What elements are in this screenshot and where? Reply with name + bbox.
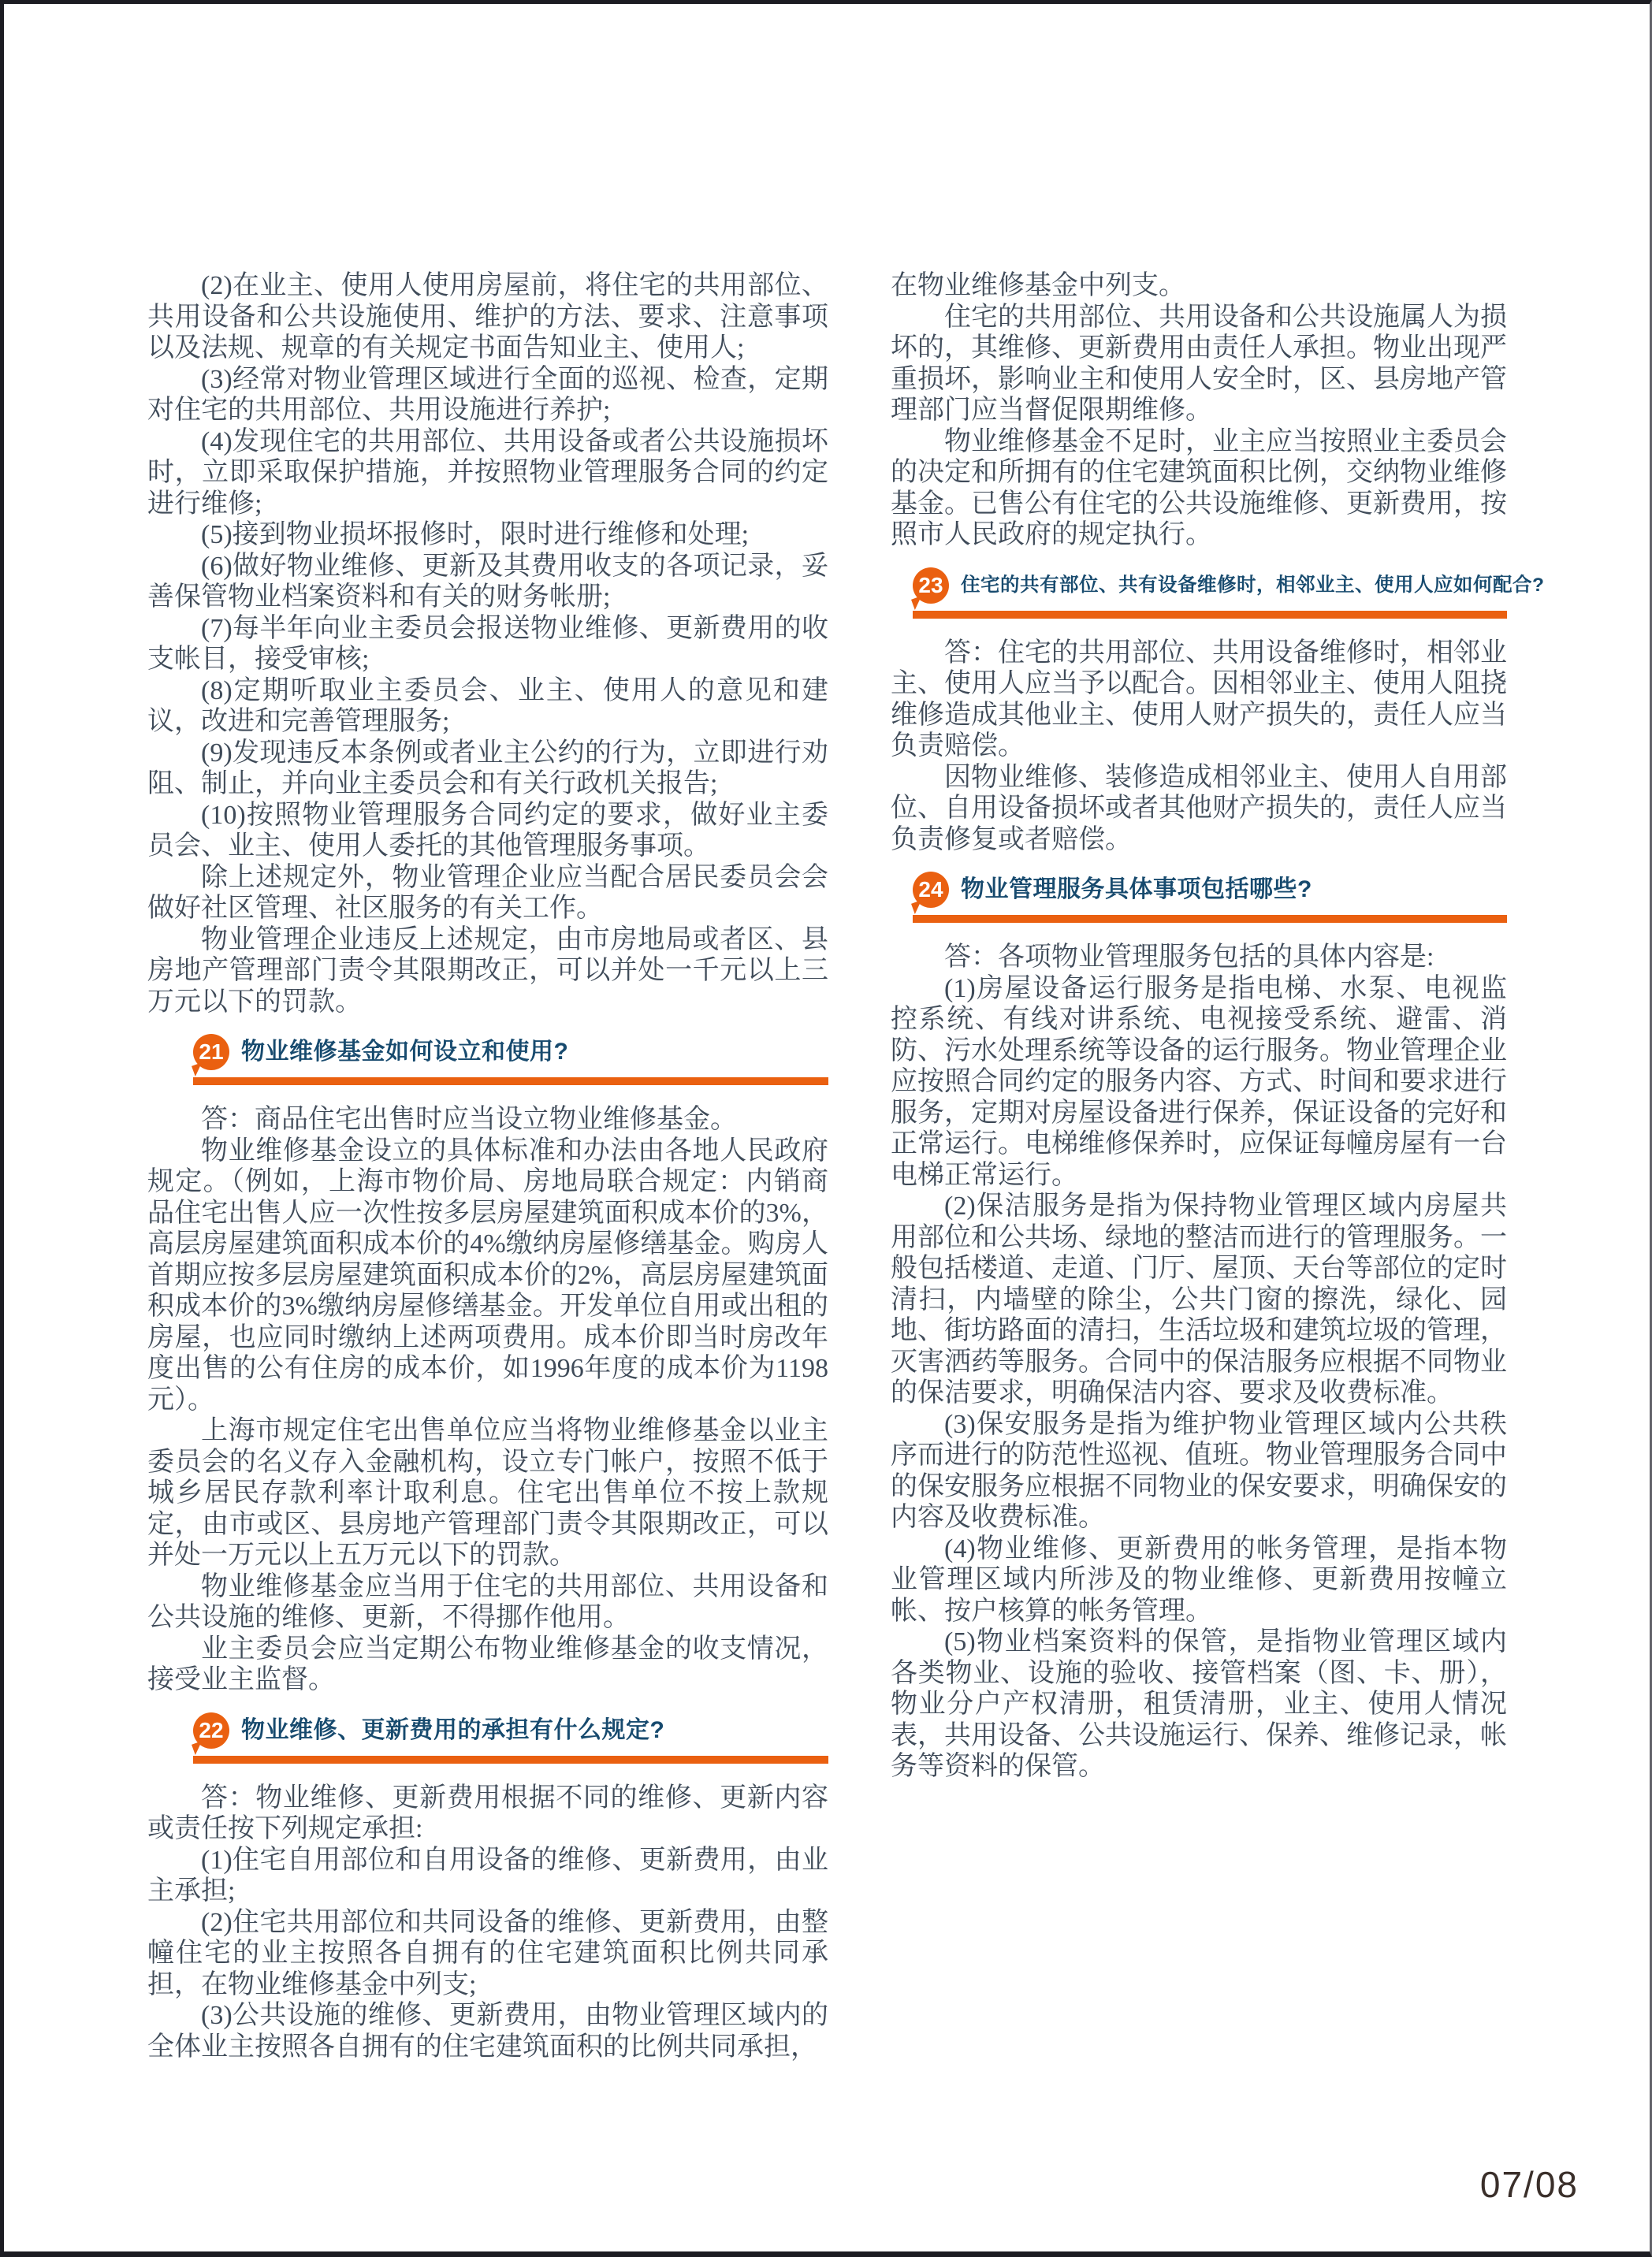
paragraph: (7)每半年向业主委员会报送物业维修、更新费用的收支帐目，接受审核;	[147, 613, 828, 674]
paragraph: (2)住宅共用部位和共同设备的维修、更新费用，由整幢住宅的业主按照各自拥有的住宅建筑面积比例共同承担，在物业维修基金中列支;	[147, 1907, 828, 1999]
question-underline	[193, 1077, 828, 1085]
question-header-row	[193, 1033, 828, 1071]
paragraph: (3)保安服务是指为维护物业管理区域内公共秩序而进行的防范性巡视、值班。物业管理服务合同中的保安服务应根据不同物业的保安要求，明确保安的内容及收费标准。	[891, 1409, 1507, 1532]
paragraph: 因物业维修、装修造成相邻业主、使用人自用部位、自用设备损坏或者其他财产损失的，责任人应当负责修复或者赔偿。	[891, 762, 1507, 854]
question-header	[913, 567, 1545, 619]
question-number: 23	[918, 572, 943, 597]
paragraph: (9)发现违反本条例或者业主公约的行为，立即进行劝阻、制止，并向业主委员会和有关行政机关报告;	[147, 738, 828, 798]
question-header	[193, 1033, 828, 1085]
question-header-row	[913, 871, 1507, 909]
paragraph: (10)按照物业管理服务合同约定的要求，做好业主委员会、业主、使用人委托的其他管理服务事项。	[147, 800, 828, 861]
question-number-badge	[913, 872, 949, 908]
question-underline	[913, 611, 1507, 619]
question-underline	[913, 915, 1507, 923]
question-number: 21	[199, 1039, 224, 1064]
paragraph: (1)住宅自用部位和自用设备的维修、更新费用，由业主承担;	[147, 1845, 828, 1906]
question-title: 住宅的共有部位、共有设备维修时，相邻业主、使用人应如何配合?	[961, 574, 1545, 596]
question-title: 物业管理服务具体事项包括哪些?	[961, 876, 1312, 903]
right-column	[891, 270, 1545, 1783]
question-title: 物业维修基金如何设立和使用?	[241, 1039, 569, 1065]
paragraph: (4)物业维修、更新费用的帐务管理，是指本物业管理区域内所涉及的物业维修、更新费用按幢立帐、按户核算的帐务管理。	[891, 1534, 1507, 1626]
paragraph: (2)在业主、使用人使用房屋前，将住宅的共用部位、共用设备和公共设施使用、维护的方法、要求、注意事项以及法规、规章的有关规定书面告知业主、使用人;	[147, 271, 828, 363]
paragraph: 业主委员会应当定期公布物业维修基金的收支情况，接受业主监督。	[147, 1634, 828, 1694]
paragraph: 在物业维修基金中列支。	[891, 271, 1185, 300]
paragraph: 答：各项物业管理服务包括的具体内容是:	[944, 943, 1434, 972]
question-header-row	[913, 567, 1545, 604]
paragraph: 物业维修基金应当用于住宅的共用部位、共用设备和公共设施的维修、更新，不得挪作他用。	[147, 1571, 828, 1632]
question-number: 22	[199, 1717, 224, 1742]
question-number-badge	[193, 1712, 229, 1749]
paragraph: (5)物业档案资料的保管，是指物业管理区域内各类物业、设施的验收、接管档案（图、卡、册），物业分户产权清册，租赁清册，业主、使用人情况表，共用设备、公共设施运行、保养、维修记录，帐务等资料的保管。	[891, 1627, 1507, 1781]
question-header	[913, 871, 1507, 923]
paragraph: 物业维修基金不足时，业主应当按照业主委员会的决定和所拥有的住宅建筑面积比例，交纳物业维修基金。已售公有住宅的公共设施维修、更新费用，按照市人民政府的规定执行。	[891, 426, 1507, 549]
paragraph: (3)公共设施的维修、更新费用，由物业管理区域内的全体业主按照各自拥有的住宅建筑面积的比例共同承担，	[147, 2001, 828, 2062]
question-header-row	[193, 1712, 828, 1749]
question-number-badge	[193, 1034, 229, 1070]
question-underline	[193, 1756, 828, 1764]
question-number: 24	[918, 877, 943, 902]
paragraph: 除上述规定外，物业管理企业应当配合居民委员会会做好社区管理、社区服务的有关工作。	[147, 862, 828, 923]
paragraph: (8)定期听取业主委员会、业主、使用人的意见和建议，改进和完善管理服务;	[147, 675, 828, 736]
paragraph: 答：商品住宅出售时应当设立物业维修基金。	[201, 1105, 737, 1134]
paragraph: (2)保洁服务是指为保持物业管理区域内房屋共用部位和公共场、绿地的整洁而进行的管理服务。一般包括楼道、走道、门厅、屋顶、天台等部位的定时清扫，内墙壁的除尘，公共门窗的擦洗，绿化、园地、街坊路面的清扫，生活垃圾和建筑垃圾的管理，灭害洒药等服务。合同中的保洁服务应根据不同物业的保洁要求，明确保洁内容、要求及收费标准。	[891, 1192, 1507, 1407]
question-header	[193, 1712, 828, 1764]
question-title: 物业维修、更新费用的承担有什么规定?	[241, 1716, 665, 1743]
paragraph: (3)经常对物业管理区域进行全面的巡视、检查，定期对住宅的共用部位、共用设施进行养护;	[147, 364, 828, 425]
paragraph: 物业维修基金设立的具体标准和办法由各地人民政府规定。（例如，上海市物价局、房地局联合规定：内销商品住宅出售人应一次性按多层房屋建筑面积成本价的3%，高层房屋建筑面积成本价的4%缴纳房屋修缮基金。购房人首期应按多层房屋建筑面积成本价的2%，高层房屋建筑面积成本价的3%缴纳房屋修缮基金。开发单位自用或出租的房屋，也应同时缴纳上述两项费用。成本价即当时房改年度出售的公有住房的成本价，如1996年度的成本价为1198元）。	[147, 1136, 828, 1415]
paragraph: 住宅的共用部位、共用设备和公共设施属人为损坏的，其维修、更新费用由责任人承担。物业出现严重损坏，影响业主和使用人安全时，区、县房地产管理部门应当督促限期维修。	[891, 302, 1507, 425]
paragraph: 答：住宅的共用部位、共用设备维修时，相邻业主、使用人应当予以配合。因相邻业主、使用人阻挠维修造成其他业主、使用人财产损失的，责任人应当负责赔偿。	[891, 638, 1507, 760]
paragraph: (6)做好物业维修、更新及其费用收支的各项记录，妥善保管物业档案资料和有关的财务帐册;	[147, 551, 828, 612]
paragraph: (5)接到物业损坏报修时，限时进行维修和处理;	[201, 520, 750, 549]
paragraph: (4)发现住宅的共用部位、共用设备或者公共设施损坏时，立即采取保护措施，并按照物业管理服务合同的约定进行维修;	[147, 426, 828, 519]
page-number: 07/08	[1479, 2164, 1579, 2205]
question-number-badge	[913, 567, 949, 604]
paragraph: 上海市规定住宅出售单位应当将物业维修基金以业主委员会的名义存入金融机构，设立专门帐户，按照不低于城乡居民存款利率计取利息。住宅出售单位不按上款规定，由市或区、县房地产管理部门责令其限期改正，可以并处一万元以上五万元以下的罚款。	[147, 1416, 828, 1570]
left-column	[147, 270, 828, 2062]
paragraph: (1)房屋设备运行服务是指电梯、水泵、电视监控系统、有线对讲系统、电视接受系统、避雷、消防、污水处理系统等设备的运行服务。物业管理企业应按照合同约定的服务内容、方式、时间和要求进行服务，定期对房屋设备进行保养，保证设备的完好和正常运行。电梯维修保养时，应保证每幢房屋有一台电梯正常运行。	[891, 973, 1507, 1190]
paragraph: 答：物业维修、更新费用根据不同的维修、更新内容或责任按下列规定承担:	[147, 1783, 828, 1843]
paragraph: 物业管理企业违反上述规定，由市房地局或者区、县房地产管理部门责令其限期改正，可以并处一千元以上三万元以下的罚款。	[147, 924, 828, 1017]
